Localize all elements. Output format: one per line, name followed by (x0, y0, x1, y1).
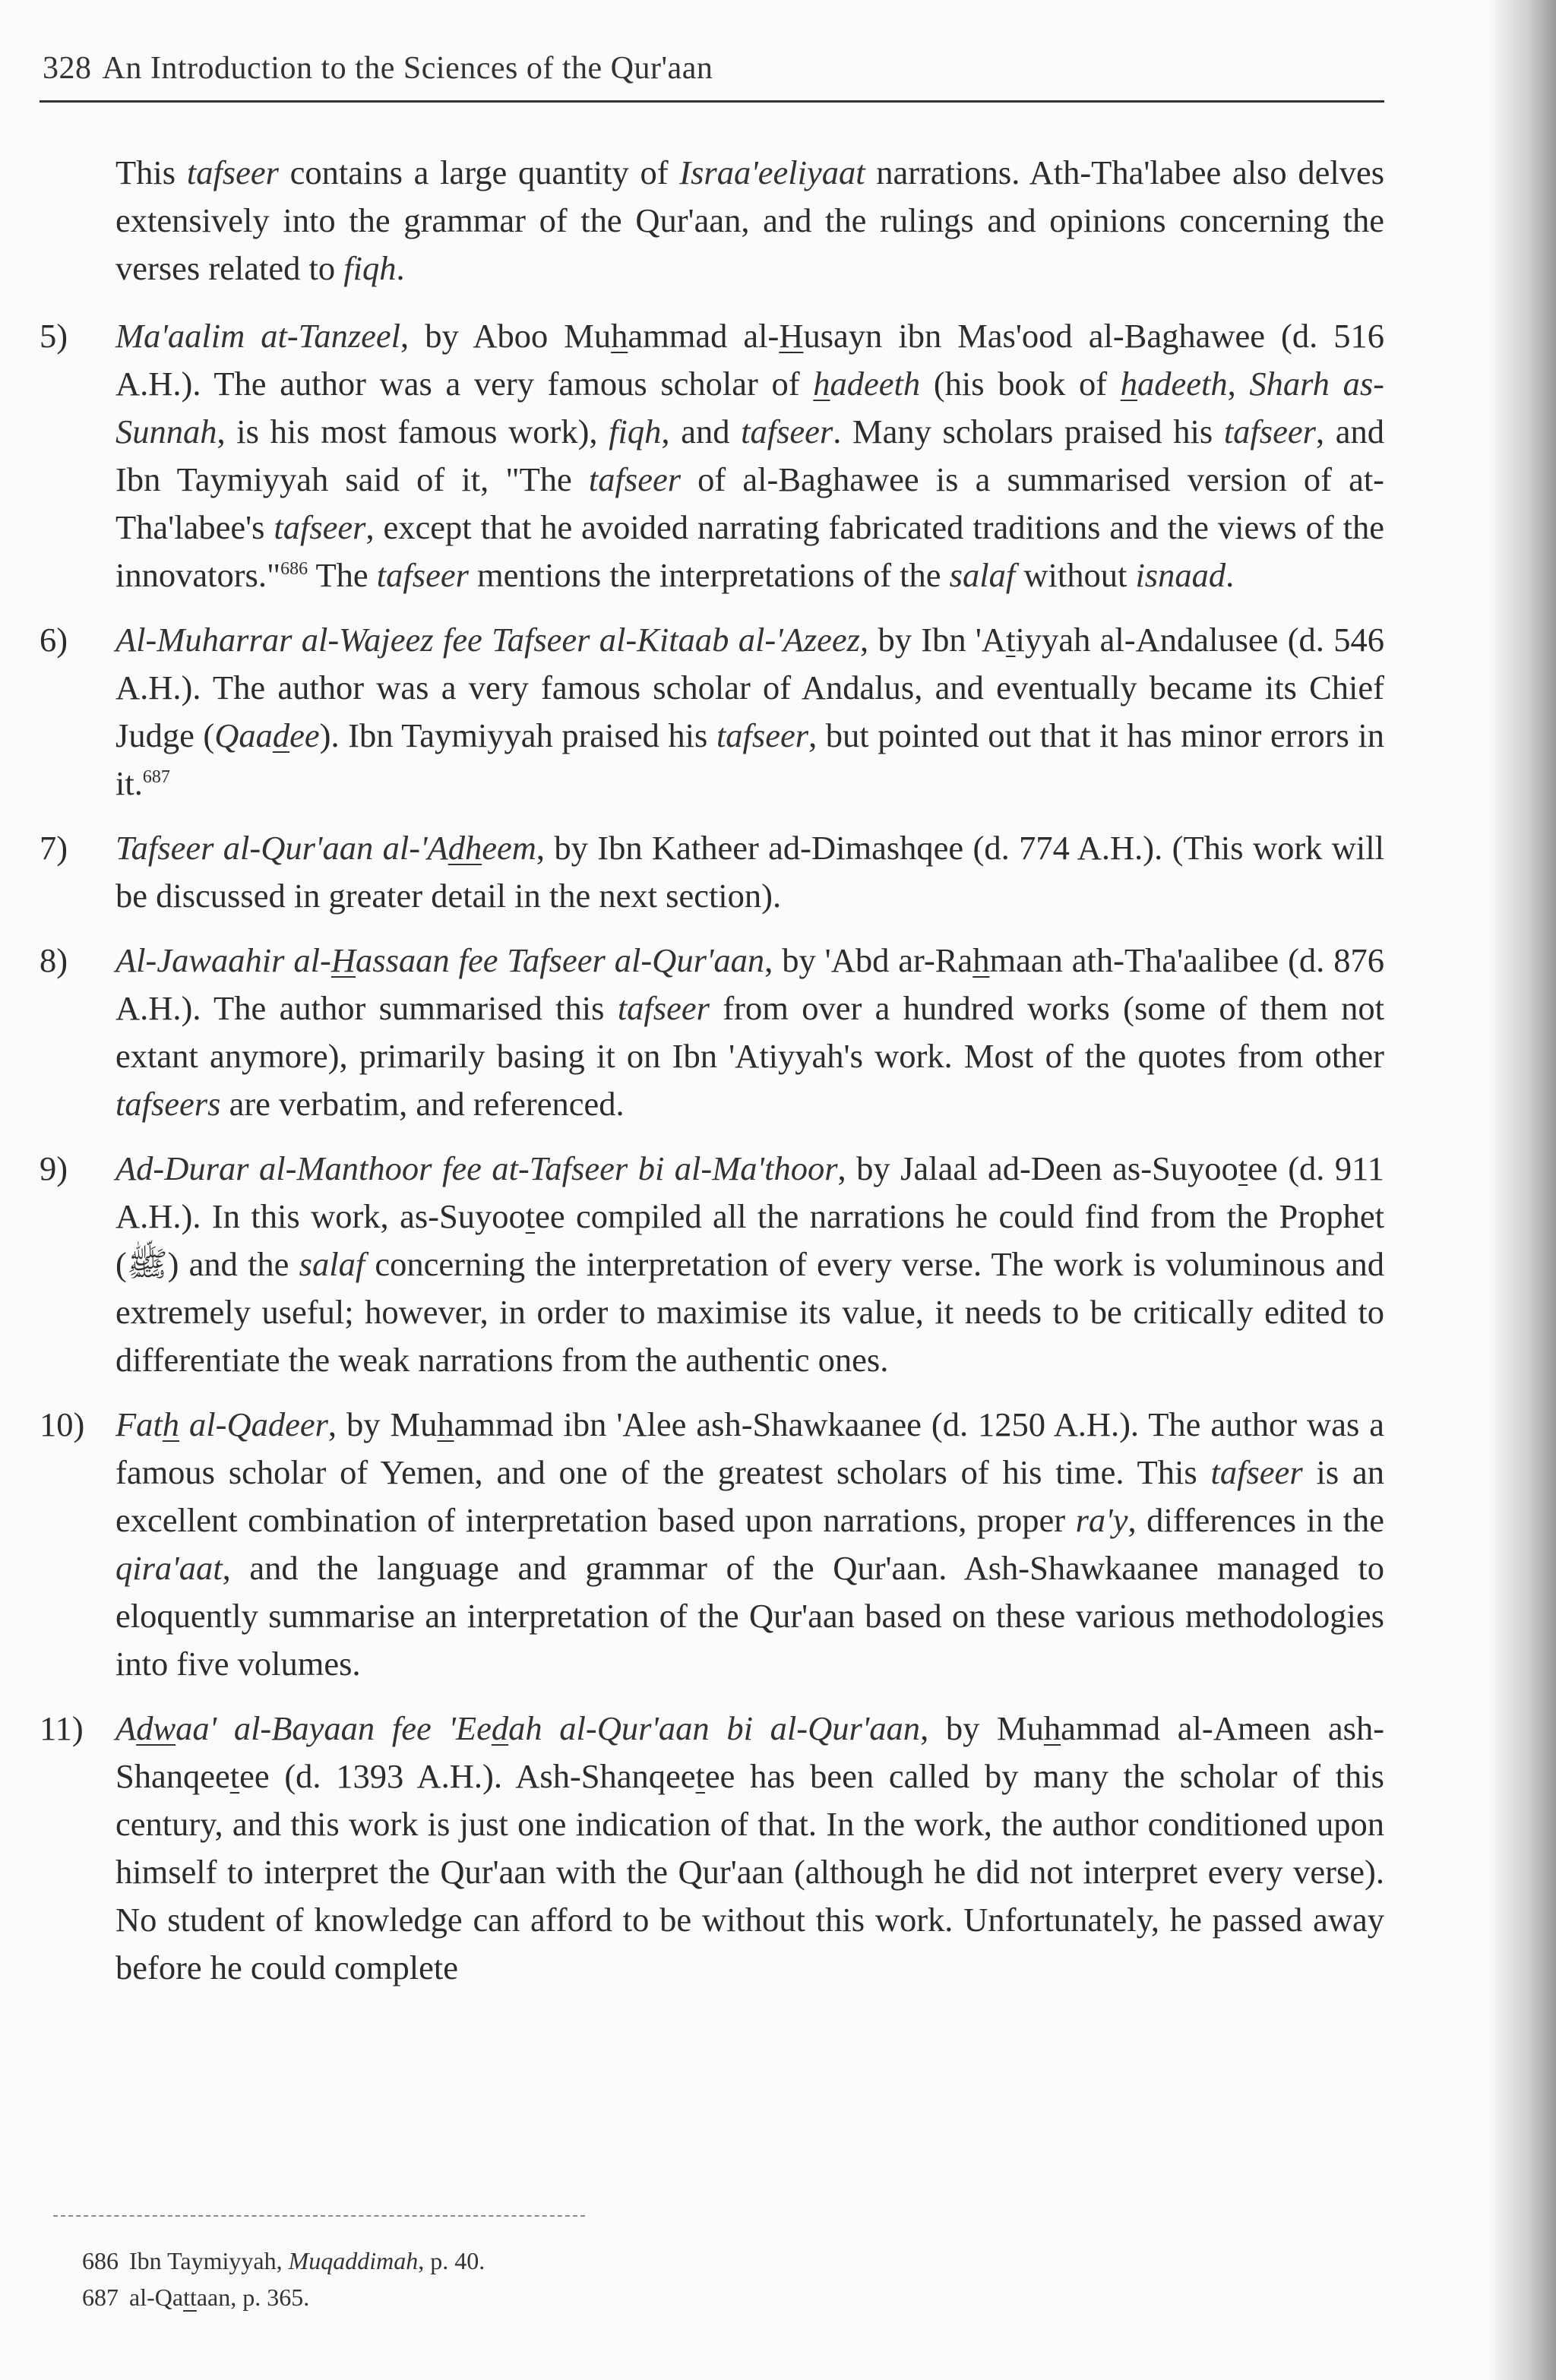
italic-term: ee (289, 716, 320, 754)
text-run: . Many scholars praised his (833, 412, 1224, 450)
underlined-letter: d (491, 1709, 509, 1747)
underlined-letter: h (162, 1405, 180, 1443)
underlined-letter: t (229, 1757, 240, 1795)
running-head (43, 50, 1380, 87)
italic-term: tafseer (617, 989, 710, 1027)
italic-term: adeeth (830, 365, 921, 403)
work-title: Ad-Durar al-Manthoor fee at-Tafseer bi al-Ma'thoor (115, 1149, 838, 1187)
italic-term: ra'y (1075, 1501, 1128, 1539)
italic-term: salaf (299, 1245, 365, 1283)
work-title: Fat (115, 1405, 163, 1443)
footnote-number: 687 (82, 2284, 119, 2311)
text-run: , and (661, 412, 742, 450)
footnote-ref[interactable]: 687 (142, 767, 170, 788)
italic-term: tafseer (186, 153, 279, 191)
underlined-letter: h (437, 1405, 454, 1443)
text-run: ) and the (167, 1245, 299, 1283)
underlined-letter: h (813, 365, 830, 403)
footnotes (82, 2243, 1374, 2315)
work-title: al-Qadeer (179, 1405, 328, 1443)
italic-term: fiqh (343, 249, 397, 287)
text-run: , is his most famous work), (217, 412, 609, 450)
item-number: 9) (40, 1149, 68, 1187)
work-title: A (115, 1709, 137, 1747)
text-run: (his book of (920, 365, 1121, 403)
list-item (40, 1401, 1384, 1688)
text-run: maan ath-Tha'aalibee (d. 876 A.H.). The author summarised this (115, 941, 1384, 1027)
work-title: Ma'aalim at-Tanzeel (115, 317, 401, 355)
underlined-letter: H (779, 317, 804, 355)
text-run: ). Ibn Taymiyyah praised his (319, 716, 716, 754)
text-run: concerning the interpretation of every verse. The work is voluminous and extremely useful; however, in order to maximise its value, it needs to be critically edited to differentiate the weak narrations from the authentic ones. (115, 1245, 1384, 1379)
text-run: , p. 40. (418, 2247, 485, 2274)
header-rule (40, 100, 1384, 103)
italic-term: tafseer (741, 412, 833, 450)
underlined-letter: h (1043, 1709, 1061, 1747)
underlined-letter: d (272, 716, 290, 754)
underlined-letter: h (1120, 365, 1137, 403)
text-run: ee (d. 1393 A.H.). Ash-Shanqee (239, 1757, 696, 1795)
text-run: aan, p. 365. (196, 2284, 310, 2311)
italic-term: isnaad (1135, 556, 1226, 594)
text-run: ammad ibn 'Alee ash-Shawkaanee (d. 1250 A.H.). The author was a famous scholar of Yemen, and one of the greatest scholars of his time. This (115, 1405, 1384, 1491)
text-run: , by Jalaal ad-Deen as-Suyoo (837, 1149, 1238, 1187)
text-run: , differences in the (1127, 1501, 1384, 1539)
text-run: iyyah al-Andalusee (d. 546 A.H.). The author was a very famous scholar of Andalus, and eventually became its Chief Judge ( (115, 621, 1384, 754)
list-item (40, 937, 1384, 1128)
list-item (40, 616, 1384, 808)
underlined-letter: t (1238, 1149, 1248, 1187)
book-title: An Introduction to the Sciences of the Qur'aan (102, 51, 713, 86)
work-title: eem (482, 829, 536, 867)
work-title: assaan fee Tafseer al-Qur'aan (356, 941, 765, 979)
text-run: , and Ibn Taymiyyah said of it, "The (115, 412, 1384, 498)
item-number: 5) (40, 317, 68, 355)
footnote-ref[interactable]: 686 (280, 559, 308, 580)
italic-term: tafseer (716, 716, 809, 754)
body-text (40, 149, 1384, 2009)
text-run: , except that he avoided narrating fabricated traditions and the views of the innovators." (115, 508, 1384, 594)
footnote-number: 686 (82, 2247, 119, 2274)
work-title: Al-Muharrar al-Wajeez fee Tafseer al-Kitaab al-'Azeez (115, 621, 860, 659)
underlined-letter: dw (136, 1709, 176, 1747)
text-run: of al-Baghawee is a summarised version of at-Tha'labee's (115, 460, 1385, 546)
text-run: are verbatim, and referenced. (220, 1085, 625, 1123)
work-title: Al-Jawaahir al- (115, 941, 331, 979)
text-run: mentions the interpretations of the (468, 556, 950, 594)
tafseer-list (40, 312, 1384, 1992)
italic-term: Israa'eeliyaat (679, 153, 865, 191)
item-number: 8) (40, 941, 68, 979)
italic-term: tafseer (274, 508, 366, 546)
text-run: The (308, 556, 377, 594)
italic-term: tafseer (1223, 412, 1316, 450)
footnote-687 (82, 2279, 1374, 2315)
text-run: without (1015, 556, 1136, 594)
italic-term: tafseer (376, 556, 469, 594)
salawat-symbol: ﷺ (126, 1245, 168, 1283)
text-run: usayn ibn Mas'ood al-Baghawee (d. 516 A.H.). The author was a very famous scholar of (115, 317, 1385, 403)
text-run: Ibn Taymiyyah, (129, 2247, 289, 2274)
page-edge-shadow (1488, 0, 1556, 2380)
text-run: from over a hundred works (some of them not extant anymore), primarily basing it on Ibn 'Atiyyah's work. Most of the quotes from other (115, 989, 1385, 1075)
text-run: ee compiled all the narrations he could find from the Prophet ( (115, 1197, 1384, 1283)
text-run: ammad al-Ameen ash-Shanqee (115, 1709, 1385, 1795)
text-run: . (396, 249, 405, 287)
text-run: , by Mu (327, 1405, 438, 1443)
list-item (40, 1705, 1384, 1992)
italic-term: tafseer (1210, 1453, 1303, 1491)
text-run: , by Ibn Katheer ad-Dimashqee (d. 774 A.H.). (This work will be discussed in greater detail in the next section). (115, 829, 1385, 915)
italic-term: tafseers (115, 1085, 221, 1123)
underlined-letter: tt (183, 2284, 197, 2311)
text-run: is an excellent combination of interpretation based upon narrations, proper (115, 1453, 1385, 1539)
italic-term: qira'aat (115, 1549, 223, 1587)
text-run: , by Ibn 'A (860, 621, 1007, 659)
work-title: ah al-Qur'aan bi al-Qur'aan (508, 1709, 921, 1747)
italic-term: tafseer (588, 460, 682, 498)
text-run: narrations. Ath-Tha'labee also delves extensively into the grammar of the Qur'aan, and the rulings and opinions concerning the verses related to (115, 153, 1385, 287)
underlined-letter: h (611, 317, 628, 355)
text-run: ee (d. 911 A.H.). In this work, as-Suyoo (115, 1149, 1384, 1235)
text-run: , by Aboo Mu (400, 317, 612, 355)
text-run: contains a large quantity of (278, 153, 680, 191)
underlined-letter: H (330, 941, 356, 979)
underlined-letter: t (525, 1197, 536, 1235)
text-run: , by Mu (920, 1709, 1044, 1747)
underlined-letter: dh (448, 829, 482, 867)
italic-term: Sharh as-Sunnah (115, 365, 1384, 450)
italic-term: adeeth (1137, 365, 1228, 403)
footnote-686 (82, 2243, 1374, 2279)
text-run: , but pointed out that it has minor errors in it. (115, 716, 1384, 802)
work-title: Tafseer al-Qur'aan al-'A (115, 829, 448, 867)
work-title: aa' al-Bayaan fee 'Ee (176, 1709, 492, 1747)
page-number: 328 (43, 51, 92, 86)
text-run: This (115, 153, 187, 191)
text-run: . (1226, 556, 1235, 594)
list-item (40, 312, 1384, 599)
footnote-rule (53, 2215, 585, 2217)
list-item (40, 1145, 1384, 1384)
item-number: 6) (40, 621, 68, 659)
list-item (40, 824, 1384, 920)
text-run: al-Qa (129, 2284, 184, 2311)
italic-term: Qaa (214, 716, 273, 754)
italic-term: fiqh (609, 412, 662, 450)
text-run: , (1227, 365, 1250, 403)
item-number: 10) (40, 1405, 85, 1443)
underlined-letter: h (972, 941, 990, 979)
underlined-letter: t (1006, 621, 1016, 659)
intro-paragraph (40, 149, 1384, 292)
text-run: ee has been called by many the scholar of this century, and this work is just one indication of that. In the work, the author conditioned upon himself to interpret the Qur'aan with the Qur'aan (although he did not interpret every verse). No student of knowledge can afford to be without this work. Unfortunately, he passed away before he could complete (115, 1757, 1384, 1986)
text-run: , and the language and grammar of the Qur'aan. Ash-Shawkaanee managed to eloquently summarise an interpretation of the Qur'aan based on these various methodologies into five volumes. (115, 1549, 1384, 1683)
text-run: , by 'Abd ar-Ra (764, 941, 973, 979)
italic-term: salaf (949, 556, 1016, 594)
text-run: ammad al- (628, 317, 780, 355)
underlined-letter: t (695, 1757, 705, 1795)
italic-term: Muqaddimah (288, 2247, 419, 2274)
item-number: 7) (40, 829, 68, 867)
item-number: 11) (40, 1709, 84, 1747)
